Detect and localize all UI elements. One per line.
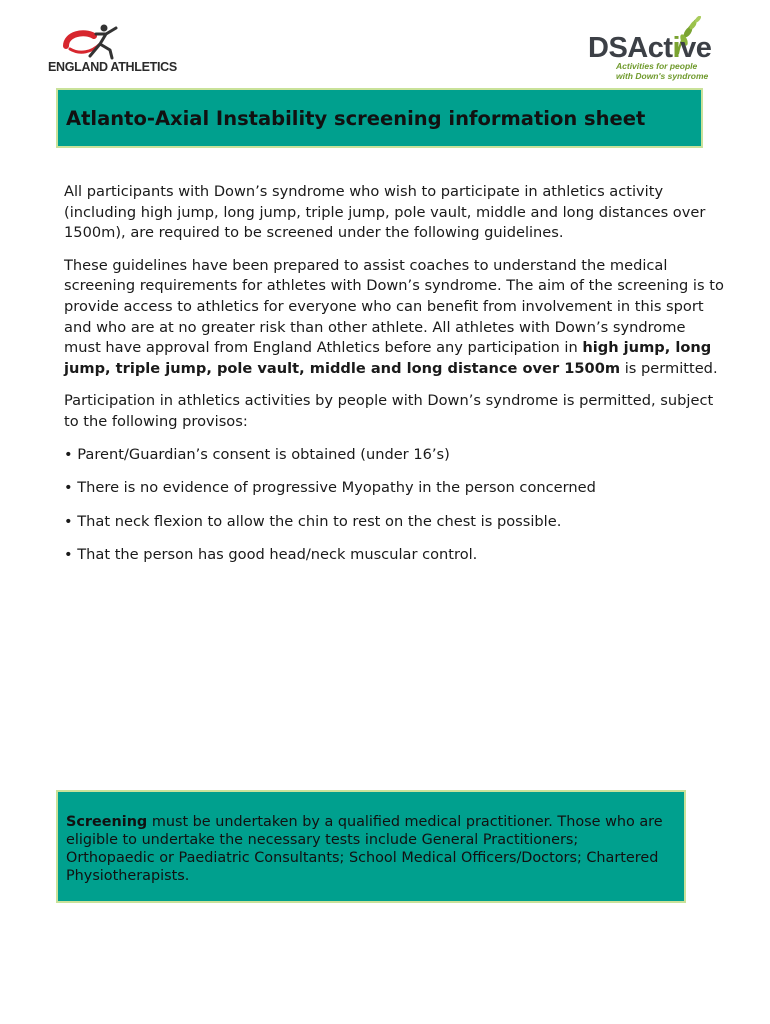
guidelines-paragraph <box>64 256 724 380</box>
dsactive-accent-letter: i <box>672 32 681 64</box>
tagline-line-1: Activities for people <box>616 61 698 71</box>
dsactive-tagline <box>616 61 708 81</box>
guidelines-text: These guidelines have been prepared to assist coaches to understand the medical screening requirements for athletes with Down’s syndrome. The aim of the screening is to provide access to athletics for everyone who can benefit from involvement in this sport and who are at no greater risk than other athlete. All athletes with Down’s syndrome must have approval from England Athletics before any participation in <box>64 256 724 357</box>
title-banner <box>56 88 703 148</box>
proviso-bullet: • That neck flexion to allow the chin to rest on the chest is possible. <box>64 512 562 530</box>
proviso-bullet: • Parent/Guardian’s consent is obtained (under 16’s) <box>64 445 450 463</box>
proviso-bullet: • There is no evidence of progressive Myopathy in the person concerned <box>64 479 596 497</box>
screening-text <box>66 813 666 885</box>
dsactive-logo <box>588 16 728 86</box>
guidelines-bold-events: high jump, long jump, triple jump, pole vault, middle and long distance over 1500m <box>64 339 712 377</box>
screening-body: must be undertaken by a qualified medical practitioner. Those who are eligible to undertake the necessary tests include General Practitioners; Orthopaedic or Paediatric Consultants; School Medical Officers/Doctors; Chartered Physiotherapists. <box>66 814 663 884</box>
provisos-paragraph: Participation in athletics activities by people with Down’s syndrome is permitted, subject to the following provisos: <box>64 392 714 430</box>
dsactive-wordmark: DSActive <box>588 32 712 64</box>
guidelines-text-end: is permitted. <box>620 359 718 377</box>
document-body <box>64 182 724 579</box>
proviso-bullet: • That the person has good head/neck muscular control. <box>64 546 478 564</box>
screening-bold-label: Screening <box>66 814 148 830</box>
england-athletics-wordmark: ENGLAND ATHLETICS <box>48 60 177 74</box>
intro-paragraph: All participants with Down’s syndrome who wish to participate in athletics activity (including high jump, long jump, triple jump, pole vault, middle and long distances over 1500m), are required to be screened under the following guidelines. <box>64 183 706 242</box>
england-athletics-logo <box>46 22 186 76</box>
page-title: Atlanto-Axial Instability screening information sheet <box>66 107 646 130</box>
runner-swoosh-icon <box>60 22 130 60</box>
tagline-line-2: with Down's syndrome <box>616 71 709 81</box>
screening-box <box>56 790 686 903</box>
